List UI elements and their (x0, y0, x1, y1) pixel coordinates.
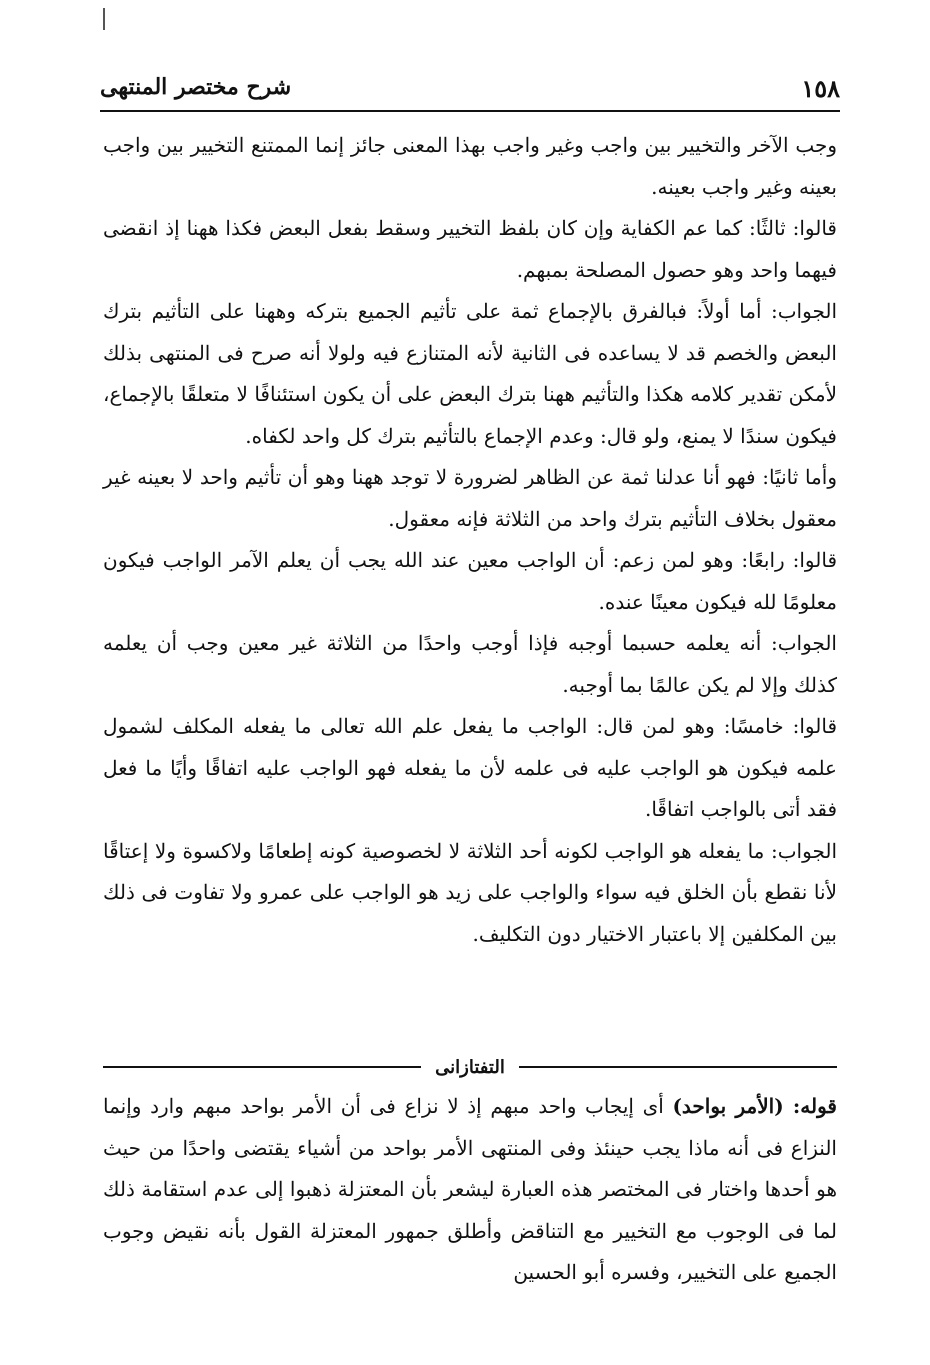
separator-rule-right (519, 1066, 837, 1068)
header-rule (100, 110, 840, 112)
page-header (100, 68, 840, 108)
main-paragraph: وجب الآخر والتخيير بين واجب وغير واجب بهذا المعنى جائز إنما الممتنع التخيير بين واجب بعينه وغير واجب بعينه. (103, 133, 837, 199)
main-paragraph: وأما ثانيًا: فهو أنا عدلنا ثمة عن الظاهر لضرورة لا توجد ههنا وهو أن تأثيم واحد لا بعينه غير معقول بخلاف التأثيم بترك واحد من الثلاثة فإنه معقول. (103, 465, 837, 531)
page-number: ١٥٨ (801, 74, 840, 103)
commentary-text (103, 1086, 837, 1294)
commentary-paragraph (103, 1086, 837, 1294)
main-paragraph: الجواب: أنه يعلمه حسبما أوجبه فإذا أوجب واحدًا من الثلاثة غير معين وجب أن يعلمه كذلك وإلا لم يكن عالمًا بما أوجبه. (103, 631, 837, 697)
main-paragraph: الجواب: ما يفعله هو الواجب لكونه أحد الثلاثة لا لخصوصية كونه إطعامًا ولاكسوة ولا إعتاقًا لأنا نقطع بأن الخلق فيه سواء والواجب على زيد هو الواجب على عمرو ولا تفاوت فى ذلك بين المكلفين إلا باعتبار الاختيار دون التكليف. (103, 838, 837, 946)
main-paragraph: قالوا: رابعًا: وهو لمن زعم: أن الواجب معين عند الله يجب أن يعلم الآمر الواجب فيكون معلومًا لله فيكون معينًا عنده. (103, 548, 837, 614)
commentary-separator (103, 1052, 837, 1082)
commentary-body: أى إيجاب واحد مبهم إذ لا نزاع فى أن الأمر بواحد مبهم وارد وإنما النزاع فى أنه ماذا يجب حينئذ وفى المنتهى الأمر بواحد من أشياء يقتضى واحدًا من حيث هو أحدها واختار فى المختصر هذه العبارة ليشعر بأن المعتزلة ذهبوا إلى عدم استقامة ذلك لما فى الوجوب مع التخيير مع التناقض وأطلق جمهور المعتزلة القول بأنه نقيض وجوب الجميع على التخيير، وفسره أبو الحسين (103, 1094, 837, 1284)
main-paragraph: الجواب: أما أولاً: فبالفرق بالإجماع ثمة على تأثيم الجميع بتركه وههنا على التأثيم بترك البعض والخصم قد لا يساعده فى الثانية لأنه المتنازع فيه ولولا أنه صرح فى المنتهى بذلك لأمكن تقدير كلامه هكذا والتأثيم ههنا بترك البعض على أن يكون استئنافًا لا متعلقًا بالإجماع، فيكون سندًا لا يمنع، ولو قال: وعدم الإجماع بالتأثيم بترك كل واحد لكفاه. (103, 299, 837, 448)
main-paragraph: قالوا: خامسًا: وهو لمن قال: الواجب ما يفعل علم الله تعالى ما يفعله المكلف لشمول علمه فيكون هو الواجب عليه فى علمه لأن ما يفعله فهو الواجب عليه اتفاقًا وأيًا ما فعل فقد أتى بالواجب اتفاقًا. (103, 714, 837, 821)
main-text (103, 125, 837, 955)
separator-rule-left (103, 1066, 421, 1068)
commentary-lead: قوله: (الأمر بواحد) (672, 1094, 837, 1118)
main-paragraph: قالوا: ثالثًا: كما عم الكفاية وإن كان بلفظ التخيير وسقط بفعل البعض فكذا ههنا إذ انقضى فيهما واحد وهو حصول المصلحة بمبهم. (103, 216, 837, 282)
scan-artifact-mark (103, 8, 105, 30)
running-title: شرح مختصر المنتهى (100, 74, 292, 100)
commentary-author-label: التفتازانى (435, 1056, 505, 1078)
